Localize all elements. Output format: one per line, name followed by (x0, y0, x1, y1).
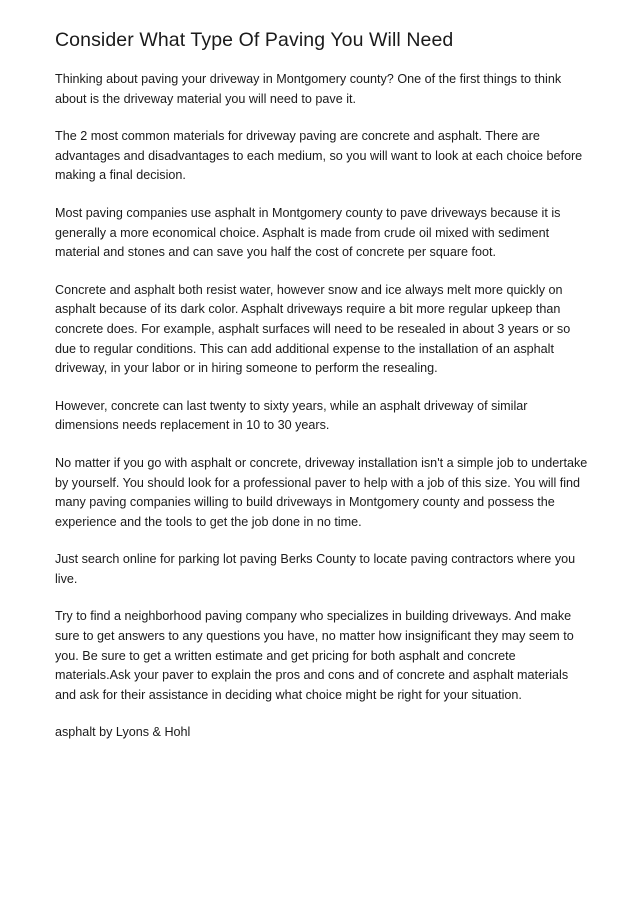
document-page (55, 27, 590, 743)
paragraph-professional: No matter if you go with asphalt or concrete, driveway installation isn't a simple job to undertake by yourself. You should look for a professional paver to help with a job of this size. You will find many paving companies willing to build driveways in Montgomery county and possess the experience and the tools to get the job done in no time. (55, 455, 588, 529)
paragraph-advice: Try to find a neighborhood paving company who specializes in building driveways. And make sure to get answers to any questions you have, no matter how insignificant they may seem to you. Be sure to get a written estimate and get pricing for both asphalt and concrete materials.Ask your paver to explain the pros and cons and of concrete and asphalt materials and ask for their assistance in deciding what choice might be right for your situation. (55, 609, 574, 702)
paragraph-asphalt-cost: Most paving companies use asphalt in Montgomery county to pave driveways because it is generally a more economical choice. Asphalt is made from crude oil mixed with sediment material and stones and can save you half the cost of concrete per square foot. (55, 205, 561, 260)
paragraph-lifespan: However, concrete can last twenty to sixty years, while an asphalt driveway of similar dimensions needs replacement in 10 to 30 years. (55, 398, 528, 433)
paragraph-upkeep: Concrete and asphalt both resist water, however snow and ice always melt more quickly on asphalt because of its dark color. Asphalt driveways require a bit more regular upkeep than concrete does. For example, asphalt surfaces will need to be resealed in about 3 years or so due to regular conditions. This can add additional expense to the installation of an asphalt driveway, in your labor or in hiring someone to perform the resealing. (55, 282, 571, 376)
document-title: Consider What Type Of Paving You Will Need (55, 29, 454, 51)
paragraph-materials: The 2 most common materials for driveway paving are concrete and asphalt. There are advantages and disadvantages to each medium, so you will want to look at each choice before making a final decision. (55, 129, 583, 183)
paragraph-intro: Thinking about paving your driveway in Montgomery county? One of the first things to think about is the driveway material you will need to pave it. (55, 72, 562, 106)
byline: asphalt by Lyons & Hohl (55, 725, 191, 740)
paragraph-search: Just search online for parking lot paving Berks County to locate paving contractors where you live. (55, 552, 576, 586)
